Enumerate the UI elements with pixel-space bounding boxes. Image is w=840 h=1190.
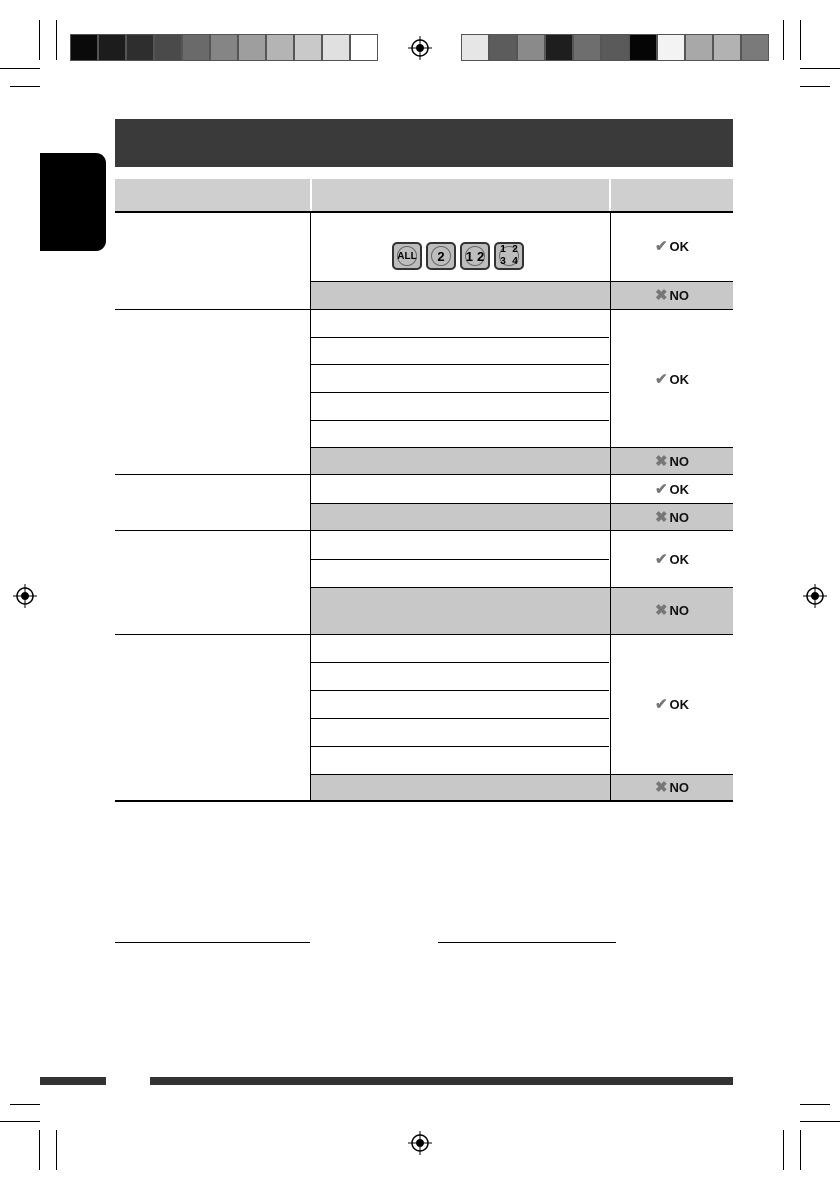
region-2-icon: 2 [426, 242, 456, 270]
no-verdict: ✖ NO [654, 287, 690, 304]
color-swatch [126, 34, 154, 61]
color-swatch [461, 34, 489, 61]
crop-mark [800, 1104, 830, 1105]
no-verdict: ✖ NO [654, 509, 690, 526]
table-rule [311, 774, 733, 775]
section-header-bar [115, 119, 733, 167]
page-number-bar [40, 1077, 106, 1085]
table-rule [115, 530, 733, 531]
no-verdict: ✖ NO [654, 602, 690, 619]
cross-icon: ✖ [654, 453, 668, 470]
ok-verdict: ✔ OK [654, 238, 690, 255]
language-side-tab [40, 153, 106, 251]
color-swatch [741, 34, 769, 61]
table-rule [311, 718, 609, 719]
region-all-icon: ALL [392, 242, 422, 270]
color-swatch [350, 34, 378, 61]
crop-mark [800, 68, 840, 69]
crop-mark [39, 20, 40, 60]
color-swatch [294, 34, 322, 61]
check-icon: ✔ [654, 696, 668, 713]
crop-mark [56, 1130, 57, 1170]
crop-mark [783, 1130, 784, 1170]
color-swatch [210, 34, 238, 61]
color-swatch [601, 34, 629, 61]
footnote-rule [115, 942, 310, 943]
crop-mark [0, 68, 40, 69]
color-swatch [657, 34, 685, 61]
color-swatch [98, 34, 126, 61]
color-swatch [154, 34, 182, 61]
check-icon: ✔ [654, 371, 668, 388]
table-rule [311, 364, 609, 365]
color-swatch [713, 34, 741, 61]
color-swatch [322, 34, 350, 61]
table-rule [311, 746, 609, 747]
crop-mark [56, 20, 57, 60]
region-1-2-3-4-icon: 1 2 3 4 [494, 242, 524, 270]
table-rule [115, 474, 733, 475]
registration-mark-icon [13, 584, 37, 608]
color-swatch [629, 34, 657, 61]
crop-mark [800, 20, 801, 60]
color-swatch [517, 34, 545, 61]
color-swatch [238, 34, 266, 61]
table-rule [115, 211, 733, 213]
table-header-cell [115, 179, 310, 212]
color-swatch [545, 34, 573, 61]
cross-icon: ✖ [654, 287, 668, 304]
color-swatch [70, 34, 98, 61]
table-rule [115, 800, 733, 802]
table-rule [311, 662, 609, 663]
crop-mark [0, 1121, 40, 1122]
crop-mark [800, 1130, 801, 1170]
table-rule [311, 503, 733, 504]
table-rule [311, 690, 609, 691]
cross-icon: ✖ [654, 509, 668, 526]
registration-mark-icon [408, 36, 432, 60]
table-rule [115, 309, 733, 310]
crop-mark [800, 1121, 840, 1122]
ok-verdict: ✔ OK [654, 551, 690, 568]
footer-bar [150, 1077, 733, 1085]
table-rule [311, 447, 733, 448]
table-rule [311, 587, 733, 588]
cross-icon: ✖ [654, 602, 668, 619]
table-rule [311, 337, 609, 338]
table-rule [115, 634, 733, 635]
crop-mark [783, 20, 784, 60]
no-verdict: ✖ NO [654, 453, 690, 470]
check-icon: ✔ [654, 551, 668, 568]
region-code-icons [392, 242, 524, 272]
footnote-rule [438, 942, 616, 943]
color-swatch [573, 34, 601, 61]
check-icon: ✔ [654, 481, 668, 498]
table-header-cell [312, 179, 609, 212]
table-rule [311, 392, 609, 393]
crop-mark [10, 1104, 40, 1105]
no-verdict: ✖ NO [654, 779, 690, 796]
ok-verdict: ✔ OK [654, 371, 690, 388]
color-swatch [489, 34, 517, 61]
table-rule [311, 559, 609, 560]
registration-mark-icon [803, 584, 827, 608]
crop-mark [10, 86, 40, 87]
crop-mark [800, 86, 830, 87]
color-swatch [685, 34, 713, 61]
color-swatch [266, 34, 294, 61]
table-column-divider [310, 212, 311, 801]
region-1-2-icon: 1 2 [460, 242, 490, 270]
table-header-cell [611, 179, 733, 212]
registration-mark-icon [408, 1131, 432, 1155]
crop-mark [39, 1130, 40, 1170]
table-rule [311, 420, 609, 421]
table-rule [311, 281, 733, 282]
color-swatch [182, 34, 210, 61]
ok-verdict: ✔ OK [654, 696, 690, 713]
ok-verdict: ✔ OK [654, 481, 690, 498]
check-icon: ✔ [654, 238, 668, 255]
cross-icon: ✖ [654, 779, 668, 796]
